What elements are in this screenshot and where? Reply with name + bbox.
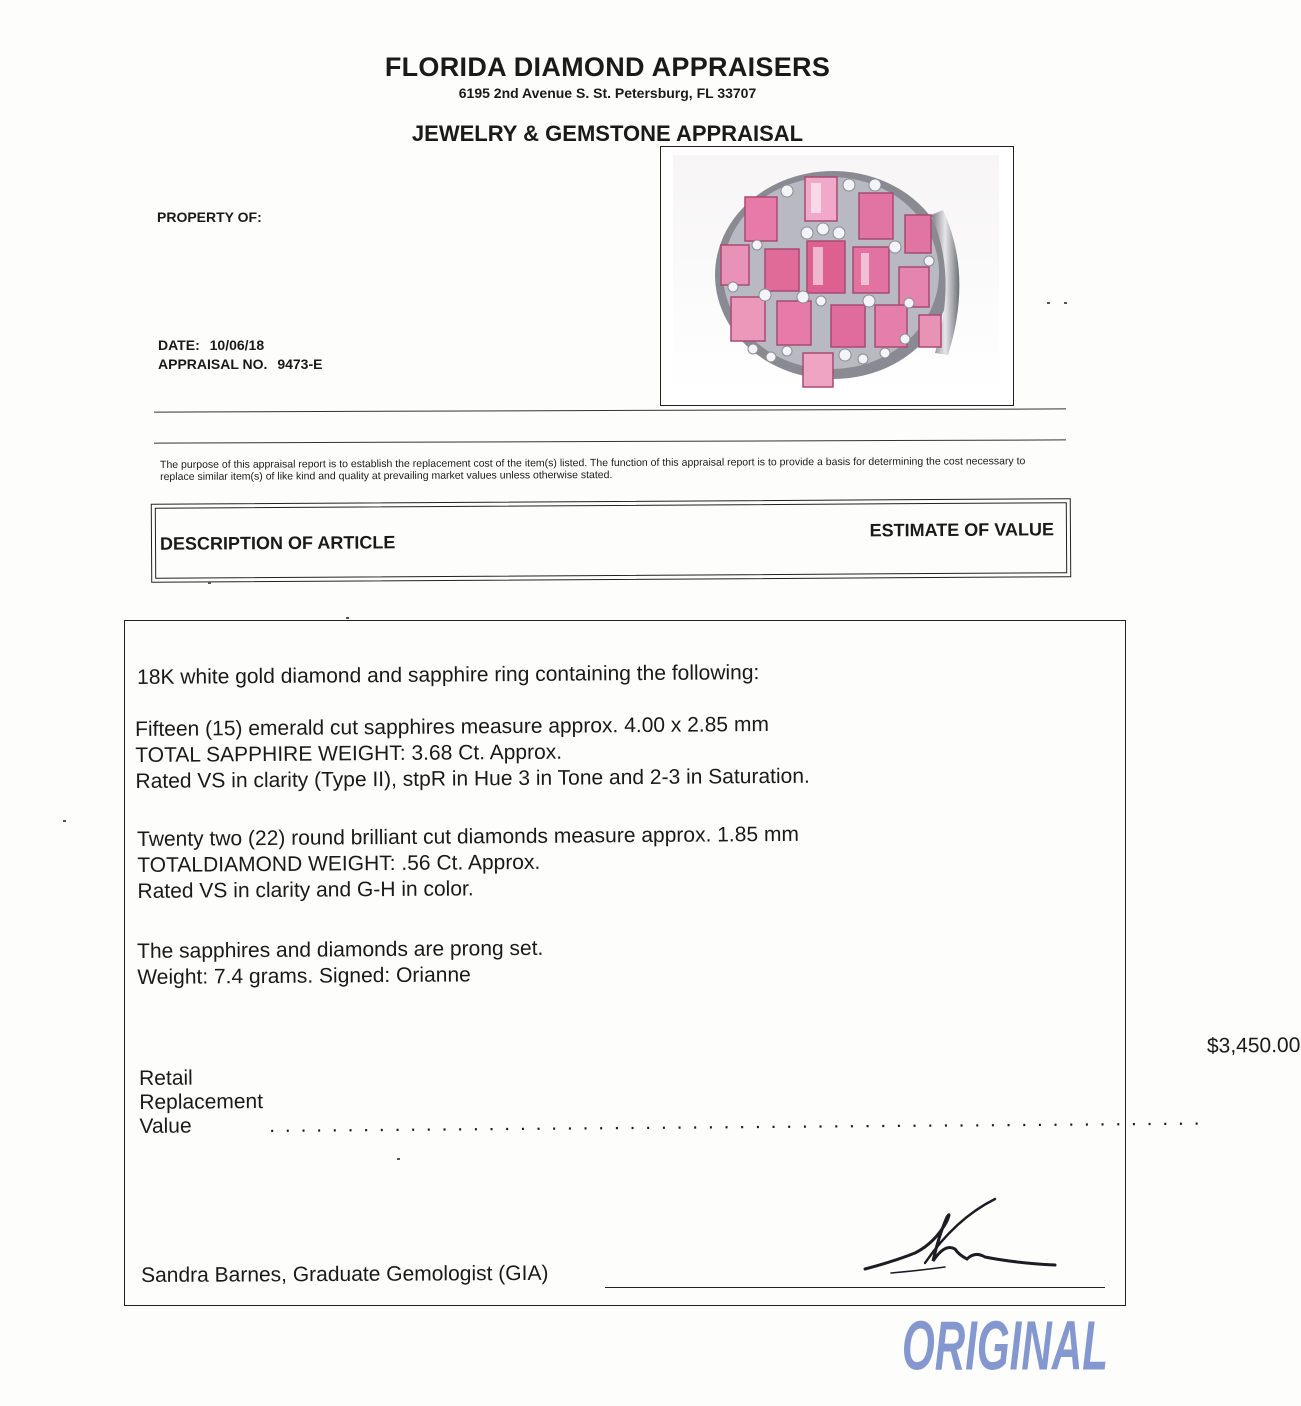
scan-speck	[208, 582, 211, 584]
retail-value-amount: $3,450.00	[1206, 1033, 1301, 1058]
signature-line	[605, 1287, 1105, 1288]
sapphire-line: Rated VS in clarity (Type II), stpR in Hue 3 in Tone and 2-3 in Saturation.	[135, 764, 810, 793]
document-type: JEWELRY & GEMSTONE APPRAISAL	[411, 121, 804, 146]
ring-photo-icon	[673, 155, 999, 393]
detail-line: The sapphires and diamonds are prong set.	[137, 936, 544, 963]
description-title: DESCRIPTION OF ARTICLE	[159, 532, 396, 554]
scan-speck	[346, 617, 349, 619]
appraisal-number-value: 9473-E	[277, 356, 323, 372]
sapphire-details	[135, 712, 810, 795]
purpose-statement: The purpose of this appraisal report is to establish the replacement cost of the item(s) listed. The function of this appraisal report is to provide a basis for determining the cost necessary to replace similar item(s) of like kind and quality at prevailing market values unless otherwise stated.	[160, 455, 1026, 483]
section-header-box	[151, 498, 1071, 583]
item-photo-frame	[660, 146, 1014, 406]
diamond-line: Rated VS in clarity and G-H in color.	[137, 877, 474, 903]
sapphire-line: Fifteen (15) emerald cut sapphires measure approx. 4.00 x 2.85 mm	[135, 713, 769, 741]
item-intro: 18K white gold diamond and sapphire ring containing the following:	[137, 661, 760, 689]
scan-speck	[1047, 302, 1050, 304]
diamond-line: TOTALDIAMOND WEIGHT: .56 Ct. Approx.	[137, 850, 541, 877]
estimate-title: ESTIMATE OF VALUE	[869, 519, 1055, 541]
appraisal-number-row	[158, 356, 322, 372]
setting-details	[137, 936, 544, 991]
date-row	[158, 337, 264, 353]
retail-value-row	[139, 1033, 1301, 1139]
property-of-label: PROPERTY OF:	[157, 209, 262, 225]
property-line-2	[154, 439, 1066, 443]
scan-speck	[397, 1158, 400, 1160]
original-stamp-icon	[898, 1300, 1118, 1385]
appraiser-signature-icon	[855, 1191, 1075, 1281]
company-name: FLORIDA DIAMOND APPRAISERS	[384, 52, 831, 82]
property-line-1	[154, 408, 1066, 412]
company-address: 6195 2nd Avenue S. St. Petersburg, FL 33707	[458, 85, 757, 101]
date-value: 10/06/18	[209, 337, 265, 353]
description-box	[124, 620, 1301, 1306]
retail-value-label: Retail Replacement Value	[139, 1066, 264, 1138]
diamond-line: Twenty two (22) round brilliant cut diamonds measure approx. 1.85 mm	[137, 822, 799, 851]
scan-speck	[1064, 302, 1067, 304]
stamp-text: ORIGINAL	[902, 1306, 1108, 1385]
scan-speck	[63, 820, 66, 822]
appraisal-number-label: APPRAISAL NO.	[158, 356, 268, 372]
detail-line: Weight: 7.4 grams. Signed: Orianne	[137, 963, 471, 989]
appraiser-name: Sandra Barnes, Graduate Gemologist (GIA)	[141, 1261, 549, 1287]
sapphire-line: TOTAL SAPPHIRE WEIGHT: 3.68 Ct. Approx.	[135, 740, 563, 767]
date-label: DATE:	[158, 337, 200, 353]
diamond-details	[137, 822, 799, 905]
leader-dots: . . . . . . . . . . . . . . . . . . . . . . . . . . . . . . . . . . . . . . . . . . . . . . . . . . . . . . . . . . . .	[269, 1106, 1202, 1137]
